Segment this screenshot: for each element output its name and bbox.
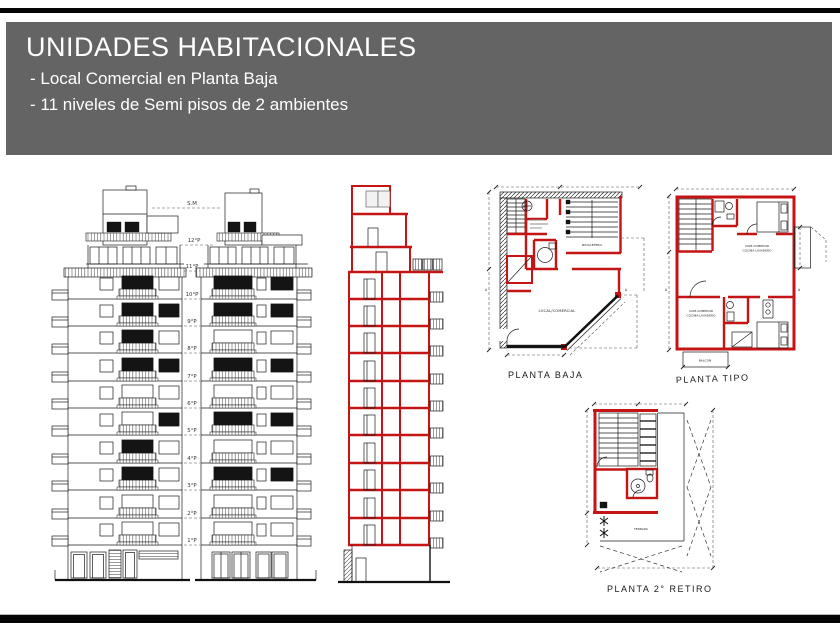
level-label-5p: 5°P: [187, 428, 197, 434]
left-tower: [52, 186, 190, 580]
pt-unit2: [687, 281, 788, 348]
pt-unit1-label-2: COCINA-LAVADERO: [742, 248, 772, 253]
pr-bathroom: [597, 457, 653, 508]
right-tower-roof: [217, 189, 302, 245]
pb-local-label: LOCAL/COMERCIAL: [538, 309, 576, 313]
section-ground-floor: [338, 545, 450, 582]
pb-section-marker-right: A: [624, 288, 628, 292]
elevation-svg: [40, 180, 330, 595]
header-panel: [6, 22, 832, 155]
planta-retiro-title: PLANTA 2° RETIRO: [607, 584, 713, 594]
left-tower-roof: [86, 186, 178, 245]
pt-unit1-label-1: COM-COMEDOR: [745, 244, 769, 248]
pr-stairs: [599, 413, 638, 466]
level-label-6p: 6°P: [187, 401, 197, 407]
level-label-1p: 1°P: [187, 538, 197, 544]
level-label-4p: 4°P: [187, 456, 197, 462]
planta-tipo-svg: [660, 180, 840, 400]
pr-terraza-label: TERRAZA: [634, 527, 648, 531]
pb-section-marker-left: A: [484, 288, 488, 292]
bottom-border-bar: [0, 614, 840, 623]
level-label-9p: 9°P: [187, 319, 197, 325]
pt-section-marker-right: A: [797, 288, 801, 292]
left-tower-storefront: [55, 550, 190, 580]
planta-tipo-plan: [660, 180, 840, 400]
pt-unit2-label-2: COCINA-LAVADERO: [686, 313, 716, 318]
section-floors: [348, 272, 443, 548]
level-label-3p: 3°P: [187, 483, 197, 489]
level-label-11p: 11°P: [185, 264, 199, 270]
pr-shelves: [640, 414, 656, 466]
pt-dimension-lines: [665, 187, 826, 352]
left-tower-setback: [86, 245, 184, 268]
pr-dimension-lines: [585, 402, 715, 570]
section-svg: [330, 180, 460, 595]
pr-plants: [600, 516, 608, 538]
level-label-12p: 12°P: [187, 238, 201, 244]
level-label-7p: 7°P: [187, 374, 197, 380]
planta-baja-title: PLANTA BAJA: [508, 370, 584, 380]
pr-terrace: [600, 413, 684, 541]
planta-retiro-svg: [555, 395, 760, 600]
pt-section-marker-left: A: [664, 288, 668, 292]
section-drawing: [330, 180, 460, 595]
pt-red-interior-walls: [677, 199, 794, 349]
level-label-10p: 10°P: [185, 292, 199, 298]
top-border-bar: [0, 8, 840, 13]
pb-bici-label: BICICLETERO: [582, 243, 602, 247]
right-tower: [195, 189, 316, 580]
pt-outer-walls: [677, 197, 794, 349]
header-bullet-2: - 11 niveles de Semi pisos de 2 ambientes: [30, 95, 349, 114]
planta-baja-plan: [480, 180, 660, 395]
pt-stairs: [679, 199, 712, 251]
planta-tipo-title: PLANTA TIPO: [675, 372, 750, 385]
level-label-2p: 2°P: [187, 511, 197, 517]
planta-retiro-plan: [555, 395, 760, 600]
section-top-volumes: [348, 186, 443, 272]
right-tower-setback: [204, 245, 308, 268]
pb-local-comercial: [507, 296, 621, 351]
pt-unit2-label-1: COM-COMEDOR: [689, 309, 713, 313]
pb-bike-racks: [566, 200, 618, 247]
elevation-drawing: [40, 180, 330, 595]
right-tower-storefront: [195, 552, 316, 580]
header-bullet-1: - Local Comercial en Planta Baja: [30, 69, 278, 88]
planta-baja-svg: [480, 180, 660, 395]
level-label-8p: 8°P: [187, 346, 197, 352]
level-label-sm: S.M: [187, 201, 197, 207]
page-title: UNIDADES HABITACIONALES: [26, 32, 417, 62]
pt-balcon-label: BALCON: [698, 358, 712, 363]
